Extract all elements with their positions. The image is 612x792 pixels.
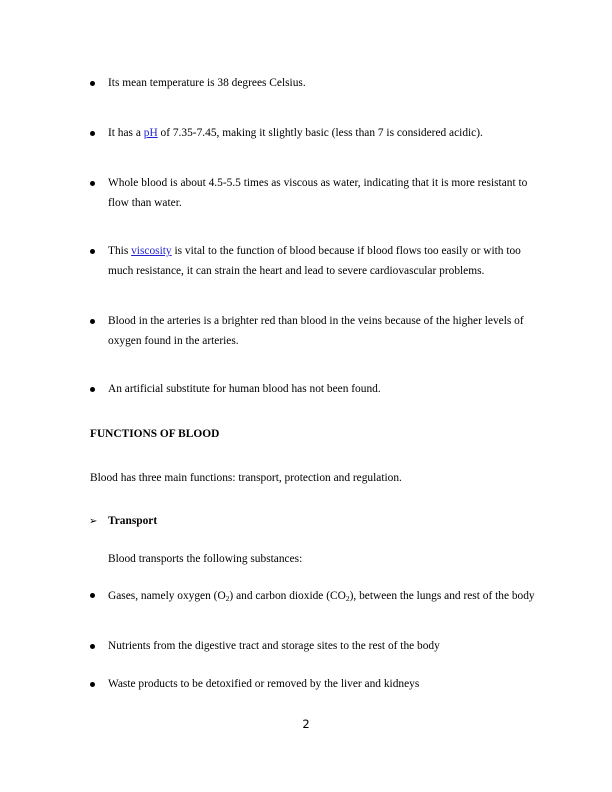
- list-item: Whole blood is about 4.5-5.5 times as viscous as water, indicating that it is more resistant to flow than water.: [108, 177, 528, 209]
- bullet-marker: [89, 180, 97, 188]
- list-item: Blood in the arteries is a brighter red than blood in the veins because of the higher levels of oxygen found in the arteries.: [108, 315, 524, 347]
- subsection-title: Transport: [108, 515, 158, 527]
- page-number: 2: [302, 717, 310, 731]
- list-item: Waste products to be detoxified or removed by the liver and kidneys: [108, 678, 420, 690]
- subscript: 2: [345, 594, 350, 603]
- viscosity-link[interactable]: viscosity: [131, 245, 172, 257]
- list-item: [108, 124, 544, 144]
- bullet-marker: [89, 80, 97, 88]
- arrow-bullet-icon: ➢: [89, 516, 98, 527]
- list-item-text: is vital to the function of blood because if blood flows too easily or with too much resistance, it can strain the heart and lead to severe cardiovascular problems.: [108, 245, 521, 277]
- bullet-marker: [89, 318, 97, 326]
- bullet-marker: [89, 130, 97, 138]
- bullet-marker: [89, 592, 97, 600]
- subsection-lead: Blood transports the following substances:: [108, 553, 303, 565]
- list-item: An artificial substitute for human blood has not been found.: [108, 383, 381, 395]
- bullet-marker: [89, 248, 97, 256]
- ph-link[interactable]: pH: [143, 127, 158, 139]
- list-item-text: Gases, namely oxygen (O: [108, 590, 226, 602]
- list-item-text: ) and carbon dioxide (CO: [229, 590, 346, 602]
- list-item: Its mean temperature is 38 degrees Celsius.: [108, 77, 306, 89]
- intro-paragraph: Blood has three main functions: transport, protection and regulation.: [90, 472, 402, 484]
- list-item: [108, 242, 544, 281]
- list-item-text: It has a: [108, 127, 144, 139]
- section-heading: FUNCTIONS OF BLOOD: [90, 428, 220, 440]
- list-item-text: ), between the lungs and rest of the body: [349, 590, 535, 602]
- subscript: 2: [225, 594, 230, 603]
- list-item-text: of 7.35-7.45, making it slightly basic (less than 7 is considered acidic).: [157, 127, 483, 139]
- list-item: Nutrients from the digestive tract and storage sites to the rest of the body: [108, 640, 440, 652]
- bullet-marker: [89, 643, 97, 651]
- list-item: [108, 589, 538, 606]
- list-item-text: This: [108, 245, 132, 257]
- bullet-marker: [89, 386, 97, 394]
- bullet-marker: [89, 681, 97, 689]
